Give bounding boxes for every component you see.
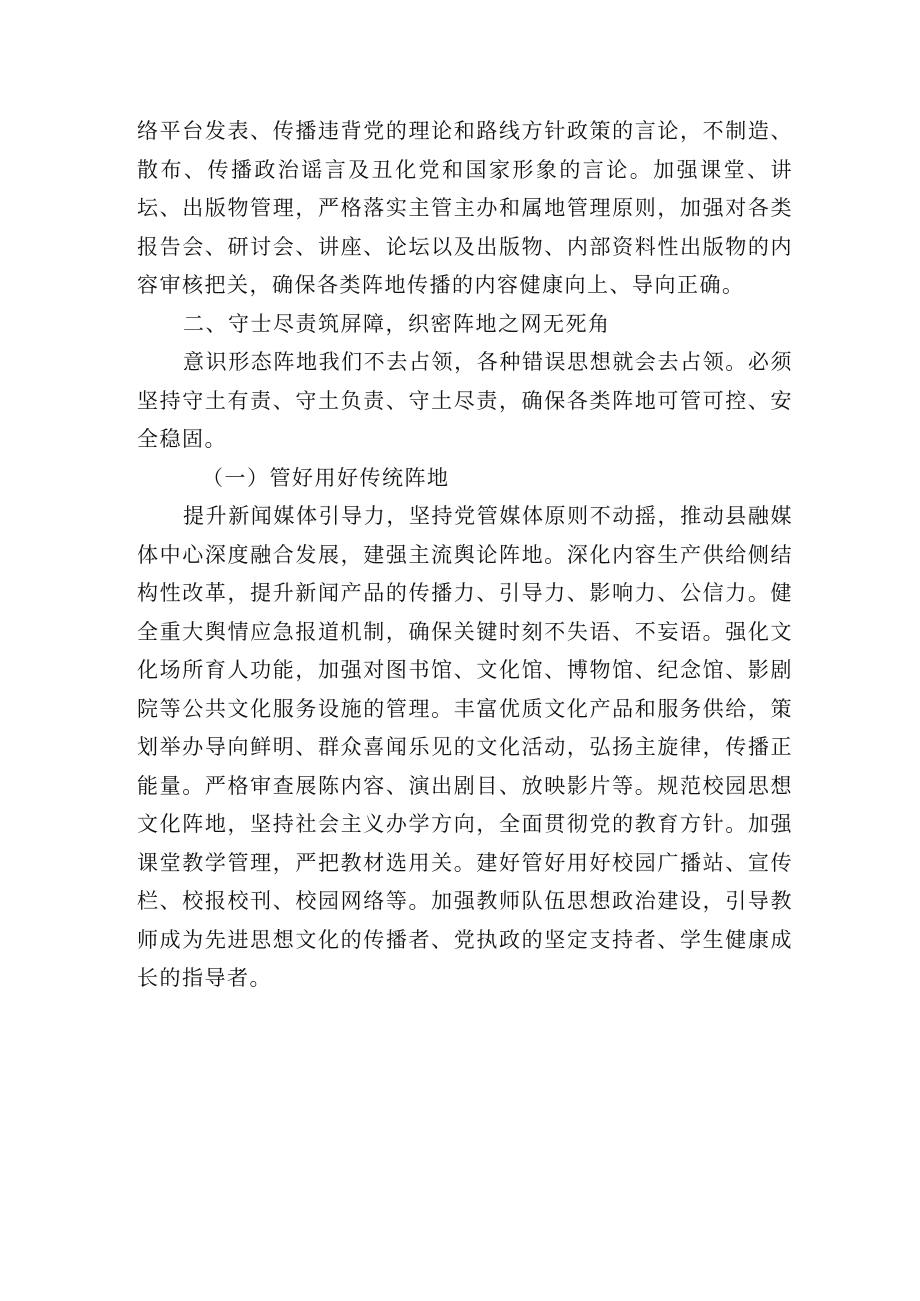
paragraph-body: 提升新闻媒体引导力，坚持党管媒体原则不动摇，推动县融媒体中心深度融合发展，建强主流舆论阵地。深化内容生产供给侧结构性改革，提升新闻产品的传播力、引导力、影响力、公信力。健全重大舆情应急报道机制，确保关键时刻不失语、不妄语。强化文化场所育人功能，加强对图书馆、文化馆、博物馆、纪念馆、影剧院等公共文化服务设施的管理。丰富优质文化产品和服务供给，策划举办导向鲜明、群众喜闻乐见的文化活动，弘扬主旋律，传播正能量。严格审查展陈内容、演出剧目、放映影片等。规范校园思想文化阵地，坚持社会主义办学方向，全面贯彻党的教育方针。加强课堂教学管理，严把教材选用关。建好管好用好校园广播站、宣传栏、校报校刊、校园网络等。加强教师队伍思想政治建设，引导教师成为先进思想文化的传播者、党执政的坚定支持者、学生健康成长的指导者。 [137, 504, 793, 990]
paragraph-intro: 意识形态阵地我们不去占领，各种错误思想就会去占领。必须坚持守土有责、守土负责、守土尽责，确保各类阵地可管可控、安全稳固。 [137, 350, 793, 451]
subsection-heading: （一）管好用好传统阵地 [202, 465, 450, 490]
document-body [137, 112, 793, 998]
paragraph-continuation: 络平台发表、传播违背党的理论和路线方针政策的言论，不制造、散布、传播政治谣言及丑化党和国家形象的言论。加强课堂、讲坛、出版物管理，严格落实主管主办和属地管理原则，加强对各类报告会、研讨会、讲座、论坛以及出版物、内部资料性出版物的内容审核把关，确保各类阵地传播的内容健康向上、导向正确。 [137, 119, 793, 297]
section-heading: 二、守士尽责筑屏障，织密阵地之网无死角 [183, 311, 611, 336]
